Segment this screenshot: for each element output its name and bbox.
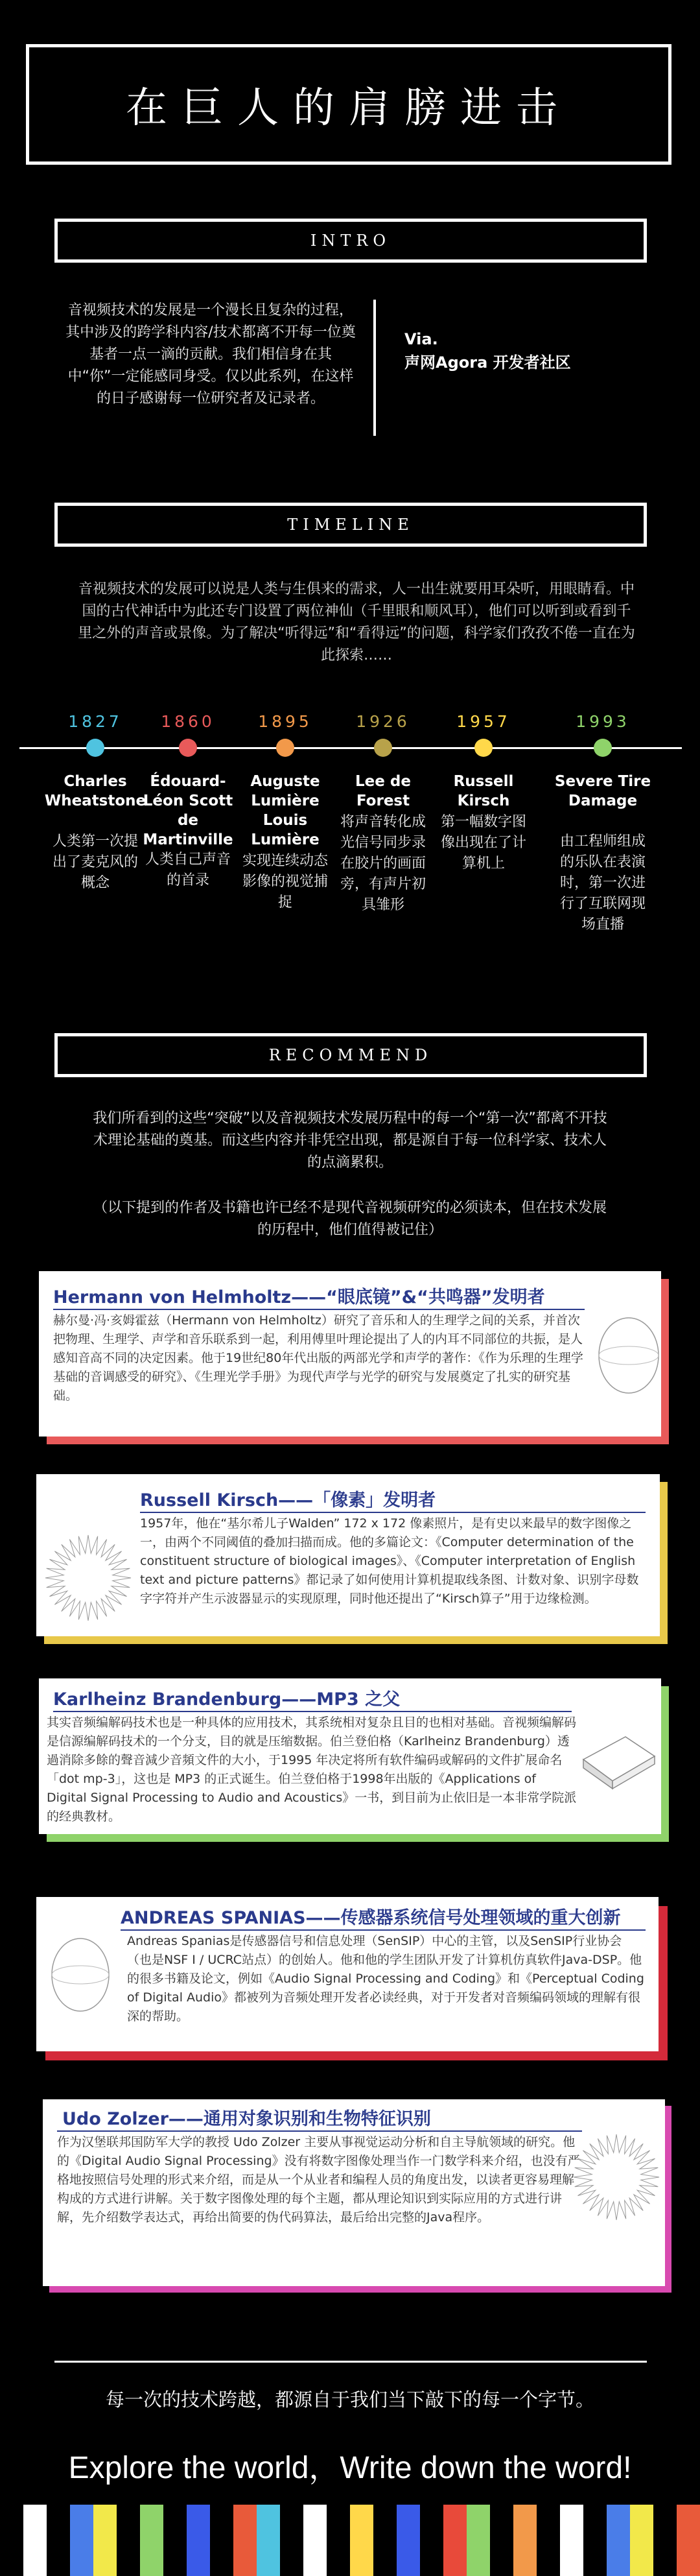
color-stripe	[140, 2505, 163, 2576]
timeline-year: 1860	[161, 712, 215, 731]
cube-icon	[577, 1724, 661, 1795]
starburst-icon	[571, 2132, 662, 2223]
recommend-text: 我们所看到的这些“突破”以及音视频技术发展历程中的每一个“第一次”都离不开技术理论基础的奠基。而这些内容并非凭空出现，都是源自于每一位科学家、技术人的点滴累积。	[93, 1110, 607, 1171]
card-body: Andreas Spanias是传感器信号和信息处理（SenSIP）中心的主管，以及SenSIP行业协会（也是NSF I / UCRC站点）的创始人。他和他的学生团队开发了计算机仿真软件Java-DSP。他的很多书籍及论文，例如《Audio Signal Processing and Coding》和《Perceptual Coding of Digital Audio》都被列为音频处理开发者必读经典，对于开发者对音频编码领域的理解有很深的帮助。	[127, 1934, 644, 2023]
color-stripe	[443, 2505, 467, 2576]
card-brandenburg	[39, 1678, 668, 1841]
timeline-year: 1926	[356, 712, 410, 731]
color-stripe	[303, 2505, 327, 2576]
card-spanias	[36, 1897, 668, 2062]
card-body: 作为汉堡联邦国防军大学的教授 Udo Zolzer 主要从事视觉运动分析和自主导航领域的研究。他的《Digital Audio Signal Processing》没有将数字图像处理当作一门数学科来介绍，也没有严格地按照信号处理的形式来介绍，而是从一个从业者和编程人员的角度出发，以读者更容易理解构成的方式进行讲解。关于数字图像处理的每个主题，都从理论知识到实际应用的方式进行讲解，先介绍数学表达式，再给出简要的伪代码算法，最后给出完整的Java程序。	[57, 2135, 580, 2224]
color-stripe	[70, 2505, 93, 2576]
timeline-desc: 人类自己声音的首录	[145, 852, 231, 888]
timeline-dot	[374, 739, 392, 757]
color-stripe	[350, 2505, 373, 2576]
card-title: ANDREAS SPANIAS——传感器系统信号处理领域的重大创新	[121, 1908, 621, 1928]
color-stripe	[490, 2505, 513, 2576]
via-source: 声网Agora 开发者社区	[404, 353, 571, 372]
color-stripe	[327, 2505, 350, 2576]
color-stripes	[0, 2505, 700, 2576]
card-kirsch	[36, 1474, 665, 1643]
section-header-timeline	[54, 503, 647, 547]
timeline-dot	[594, 739, 612, 757]
color-stripe	[630, 2505, 653, 2576]
footer-divider	[54, 2361, 647, 2363]
card-title: Udo Zolzer——通用对象识别和生物特征识别	[62, 2109, 431, 2129]
timeline-year: 1993	[576, 712, 630, 731]
timeline-desc: 由工程师组成的乐队在表演时，第一次进行了互联网现场直播	[559, 833, 646, 933]
timeline-year: 1957	[456, 712, 511, 731]
timeline-dot	[179, 739, 197, 757]
color-stripe	[233, 2505, 257, 2576]
timeline-desc: 将声音转化成光信号同步录在胶片的画面旁，有声片初具雏形	[340, 814, 426, 913]
sphere-icon	[48, 1929, 113, 2020]
intro-text: 音视频技术的发展是一个漫长且复杂的过程，其中涉及的跨学科内容/技术都离不开每一位奠基者一点一滴的贡献。我们相信身在其中“你”一定能感同身受。仅以此系列，在这样的日子感谢每一位研究者及记录者。	[65, 302, 356, 407]
color-stripe	[47, 2505, 70, 2576]
timeline-name: Charles Wheatstone	[44, 773, 146, 809]
page-title: 在巨人的肩膀进击	[126, 84, 572, 132]
color-stripe	[257, 2505, 280, 2576]
card-body: 1957年，他在“基尔希儿子Walden” 172 x 172 像素照片，是有史以来最早的数字图像之一，由两个不同阈值的叠加扫描而成。他的多篇论文：《Computer determination of the constituent structure of biological images》、《Computer interpretation of English text and picture patterns》都记录了如何使用计算机提取线条图、计数对象、识别字母数字字符并产生示波器显示的实现原理，同时他还提出了“Kirsch算子”用于边缘检测。	[140, 1516, 639, 1606]
color-stripe	[607, 2505, 630, 2576]
color-stripe	[537, 2505, 560, 2576]
card-underline	[121, 1929, 646, 1931]
timeline-name: Édouard-Léon Scott de Martinville	[143, 773, 233, 848]
color-stripe	[93, 2505, 117, 2576]
intro-divider	[373, 300, 376, 436]
timeline-intro: 音视频技术的发展可以说是人类与生俱来的需求，人一出生就要用耳朵听，用眼睛看。中国的古代神话中为此还专门设置了两位神仙（千里眼和顺风耳），他们可以听到或看到千里之外的声音或景像。为了解决“听得远”和“看得远”的问题，科学家们孜孜不倦一直在为此探索……	[78, 581, 635, 663]
card-panel	[39, 1678, 661, 1834]
color-stripe	[420, 2505, 443, 2576]
color-stripe	[467, 2505, 490, 2576]
color-stripe	[163, 2505, 187, 2576]
card-title: Hermann von Helmholtz——“眼底镜”&“共鸣器”发明者	[53, 1287, 545, 1307]
section-label: RECOMMEND	[268, 1046, 433, 1064]
title-box	[26, 44, 671, 165]
section-label: INTRO	[310, 232, 391, 250]
timeline-dot	[474, 739, 493, 757]
timeline-name: Auguste Lumière Louis Lumière	[250, 773, 320, 848]
via-label: Via.	[404, 330, 438, 348]
color-stripe	[280, 2505, 303, 2576]
section-header-intro	[54, 219, 647, 263]
footer-slogan-en: Explore the world，Write down the word!	[68, 2451, 632, 2485]
timeline-year: 1827	[68, 712, 122, 731]
card-panel	[43, 2099, 665, 2286]
intro-via	[404, 328, 571, 374]
starburst-shape	[45, 1535, 131, 1621]
card-underline	[53, 1309, 585, 1310]
card-body: 其实音频编解码技术也是一种具体的应用技术，其系统相对复杂且目的也相对基础。音视频编解码是信源编解码技术的一个分支，目的就是压缩数据。伯兰登伯格（Karlheinz Brandenburg）透過消除多餘的聲音減少音頻文件的大小，于1995 年决定将所有软件编码或解码的文件扩展命名「dot mp-3」，这也是 MP3 的正式诞生。伯兰登伯格于1998年出版的《Applications of Digital Signal Processing to Audio and Acoustics》一书，到目前为止依旧是一本非常学院派的经典教材。	[47, 1715, 577, 1824]
color-stripe	[583, 2505, 607, 2576]
timeline-axis	[19, 747, 682, 749]
timeline-desc: 人类第一次提出了麦克风的概念	[52, 833, 138, 891]
sphere-icon	[596, 1310, 661, 1401]
card-title: Karlheinz Brandenburg——MP3 之父	[53, 1689, 401, 1710]
card-panel	[36, 1474, 660, 1636]
color-stripe	[23, 2505, 47, 2576]
timeline-desc: 实现连续动态影像的视觉捕捉	[242, 853, 328, 911]
card-zolzer	[43, 2099, 671, 2293]
footer-slogan-cn: 每一次的技术跨越，都源自于我们当下敲下的每一个字节。	[105, 2389, 594, 2411]
recommend-note: （以下提到的作者及书籍也许已经不是现代音视频研究的必须读本，但在技术发展的历程中，他们值得被记住）	[93, 1200, 607, 1238]
section-label: TIMELINE	[287, 516, 414, 534]
color-stripe	[187, 2505, 210, 2576]
timeline-desc: 第一幅数字图像出现在了计算机上	[440, 814, 526, 872]
color-stripe	[0, 2505, 23, 2576]
timeline-year: 1895	[258, 712, 312, 731]
card-title: Russell Kirsch——「像素」发明者	[140, 1490, 436, 1510]
timeline-dot	[276, 739, 294, 757]
card-underline	[140, 1512, 646, 1513]
color-stripe	[210, 2505, 233, 2576]
timeline-name: Lee de Forest	[355, 773, 411, 809]
card-helmholtz	[39, 1271, 668, 1440]
color-stripe	[117, 2505, 140, 2576]
timeline-name: Russell Kirsch	[453, 773, 514, 809]
card-panel	[39, 1271, 661, 1437]
card-underline	[57, 2130, 582, 2132]
color-stripe	[397, 2505, 420, 2576]
color-stripe	[677, 2505, 700, 2576]
starburst-icon	[43, 1532, 134, 1623]
timeline-name: Severe Tire Damage	[554, 773, 651, 809]
starburst-shape	[574, 2134, 659, 2220]
card-body: 赫尔曼·冯·亥姆霍兹（Hermann von Helmholtz）研究了音乐和人的生理学之间的关系，并首次把物理、生理学、声学和音乐联系到一起，利用傅里叶理论提出了人的内耳不同部位的共振，是人感知音高不同的决定因素。他于19世纪80年代出版的两部光学和声学的著作：《作为乐理的生理学基础的音调感受的研究》、《生理光学手册》为现代声学与光学的研究与发展奠定了扎实的研究基础。	[53, 1313, 583, 1403]
timeline-dot	[86, 739, 104, 757]
color-stripe	[560, 2505, 583, 2576]
color-stripe	[653, 2505, 677, 2576]
card-underline	[53, 1711, 572, 1712]
section-header-recommend	[54, 1033, 647, 1077]
color-stripe	[513, 2505, 537, 2576]
color-stripe	[373, 2505, 397, 2576]
card-panel	[36, 1897, 659, 2051]
